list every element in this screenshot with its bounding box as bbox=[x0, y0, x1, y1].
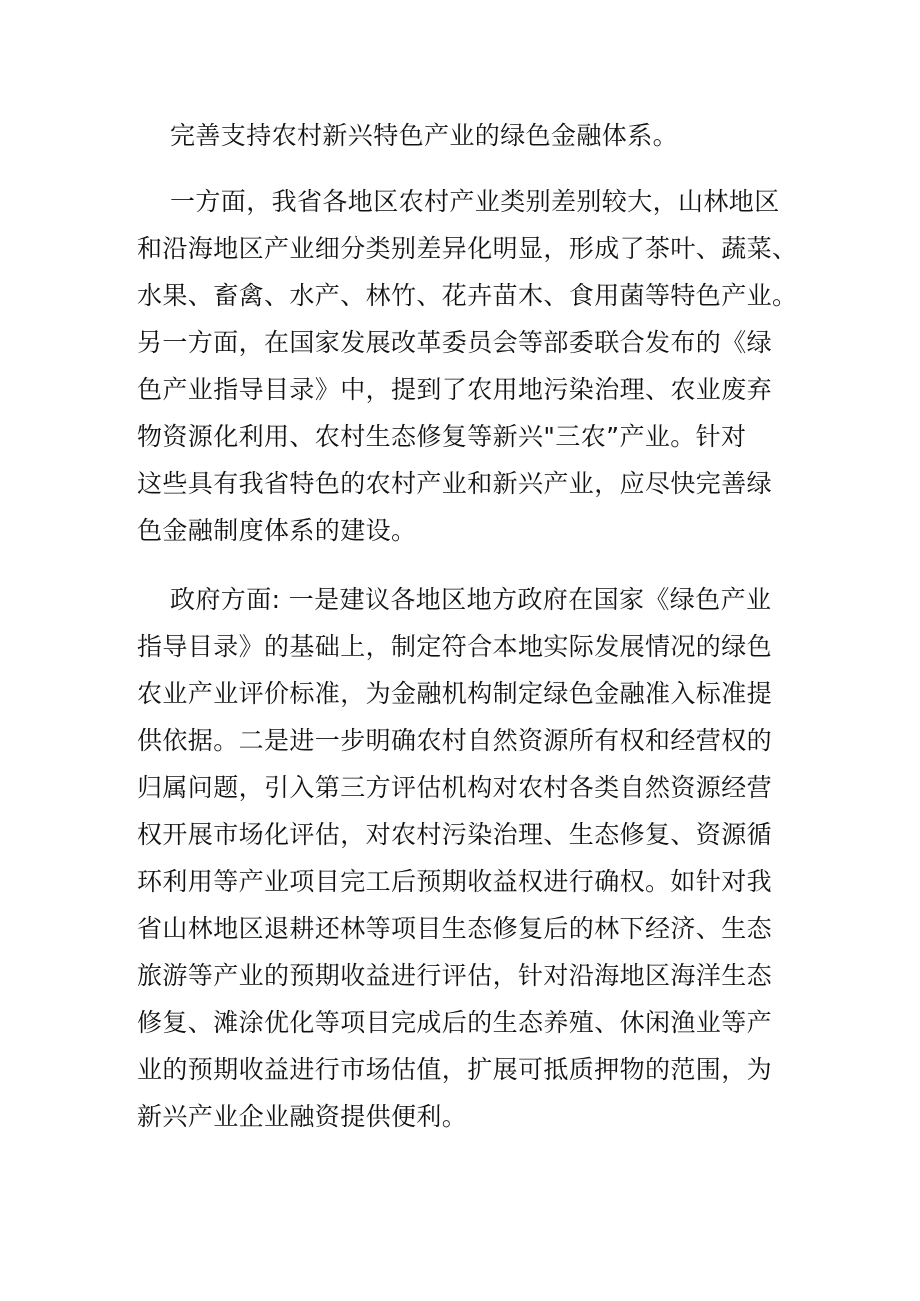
text-line: 和沿海地区产业细分类别差异化明显，形成了茶叶、蔬菜、 bbox=[137, 234, 798, 263]
text-line: 色产业指导目录》中，提到了农用地污染治理、农业废弃 bbox=[137, 375, 773, 404]
text-line: 水果、畜禽、水产、林竹、花卉苗木、食用菌等特色产业。 bbox=[137, 281, 798, 310]
text-line: 业的预期收益进行市场估值，扩展可抵质押物的范围，为 bbox=[137, 1055, 773, 1084]
text-line: 旅游等产业的预期收益进行评估，针对沿海地区海洋生态 bbox=[137, 961, 773, 990]
text-line: 供依据。二是进一步明确农村自然资源所有权和经营权的 bbox=[137, 726, 773, 755]
document-body bbox=[137, 112, 798, 1140]
text-line: 省山林地区退耕还林等项目生态修复后的林下经济、生态 bbox=[137, 914, 773, 943]
text-line: 物资源化利用、农村生态修复等新兴"三农”产业。针对 bbox=[137, 422, 747, 451]
paragraph-gap bbox=[137, 554, 787, 576]
text-line: 指导目录》的基础上，制定符合本地实际发展情况的绿色 bbox=[137, 632, 773, 661]
text-line: 归属问题，引入第三方评估机构对农村各类自然资源经营 bbox=[137, 773, 773, 802]
paragraph-gap bbox=[137, 159, 787, 178]
paragraph-government bbox=[137, 576, 787, 1140]
text-line: 农业产业评价标准，为金融机构制定绿色金融准入标准提 bbox=[137, 679, 773, 708]
paragraph-industry bbox=[137, 178, 798, 554]
text-line: 完善支持农村新兴特色产业的绿色金融体系。 bbox=[170, 121, 679, 150]
text-line: 一方面，我省各地区农村产业类别差别较大，山林地区 bbox=[170, 187, 780, 216]
text-line: 权开展市场化评估，对农村污染治理、生态修复、资源循 bbox=[137, 820, 773, 849]
text-line: 另一方面，在国家发展改革委员会等部委联合发布的《绿 bbox=[137, 328, 773, 357]
text-line: 修复、滩涂优化等项目完成后的生态养殖、休闲渔业等产 bbox=[137, 1008, 773, 1037]
text-line: 新兴产业企业融资提供便利。 bbox=[137, 1102, 468, 1131]
text-line: 这些具有我省特色的农村产业和新兴产业，应尽快完善绿 bbox=[137, 469, 773, 498]
text-line: 政府方面: 一是建议各地区地方政府在国家《绿色产业 bbox=[170, 585, 772, 614]
text-line: 环利用等产业项目完工后预期收益权进行确权。如针对我 bbox=[137, 867, 773, 896]
paragraph-heading bbox=[137, 112, 787, 159]
text-line: 色金融制度体系的建设。 bbox=[137, 516, 417, 545]
